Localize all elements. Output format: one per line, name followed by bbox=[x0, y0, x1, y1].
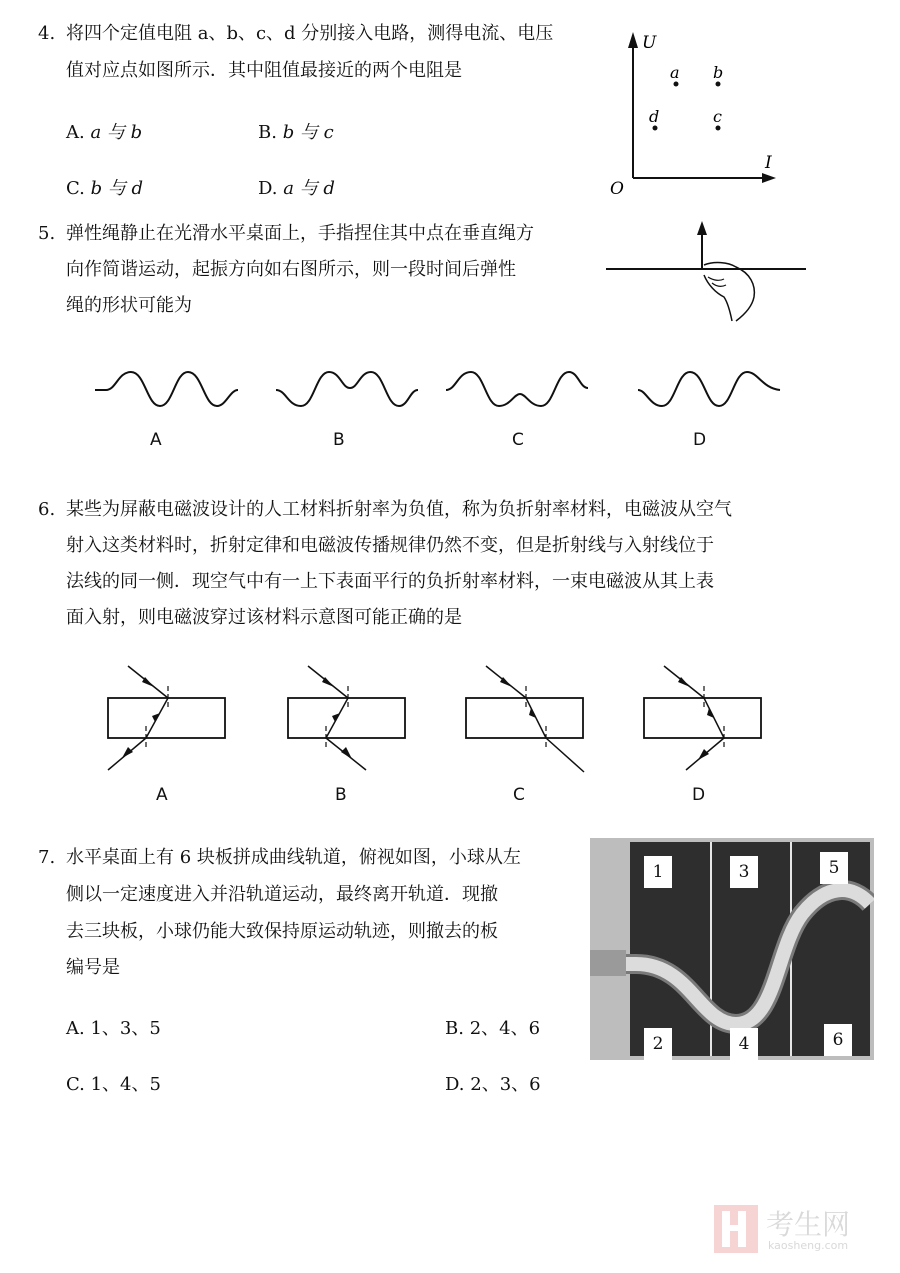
q4-option-c[interactable]: C. b 与 d bbox=[66, 178, 144, 199]
q7-stem-line-2: 侧以一定速度进入并沿轨道运动，最终离开轨道．现撤 bbox=[66, 884, 498, 905]
q6-label-a: A bbox=[156, 785, 168, 805]
board-2: 2 bbox=[644, 1028, 672, 1060]
q6-stem-line-4: 面入射，则电磁波穿过该材料示意图可能正确的是 bbox=[66, 607, 462, 628]
q7-stem-line-3: 去三块板，小球仍能大致保持原运动轨迹，则撤去的板 bbox=[66, 921, 498, 942]
point-a-label: a bbox=[670, 63, 680, 82]
q6-stem-line-3: 法线的同一侧．现空气中有一上下表面平行的负折射率材料，一束电磁波从其上表 bbox=[66, 571, 714, 592]
hand-rope-figure bbox=[604, 215, 810, 325]
watermark-logo-icon bbox=[714, 1205, 758, 1253]
q6-label-b: B bbox=[335, 785, 347, 805]
q4-option-d[interactable]: D. a 与 d bbox=[258, 178, 335, 199]
q6-label-d: D bbox=[692, 785, 706, 805]
point-d bbox=[653, 126, 658, 131]
q7-stem-line-1: 水平桌面上有 6 块板拼成曲线轨道，俯视如图，小球从左 bbox=[66, 847, 521, 868]
q5-wave-options bbox=[90, 360, 800, 420]
q7-option-d[interactable]: D. 2、3、6 bbox=[445, 1074, 541, 1095]
watermark bbox=[714, 1203, 894, 1263]
q4-stem-line-1: 将四个定值电阻 a、b、c、d 分别接入电路，测得电流、电压 bbox=[66, 23, 554, 44]
q6-diagram-c[interactable] bbox=[458, 660, 588, 775]
board-1: 1 bbox=[644, 856, 672, 888]
point-b-label: b bbox=[713, 63, 724, 82]
q6-diagram-b[interactable] bbox=[280, 660, 410, 775]
q5-label-a: A bbox=[150, 430, 162, 450]
track-photo bbox=[590, 838, 874, 1060]
wave-b[interactable] bbox=[276, 372, 418, 406]
board-5: 5 bbox=[820, 852, 848, 884]
q5-number: 5. bbox=[38, 223, 56, 244]
q5-stem-line-1: 弹性绳静止在光滑水平桌面上，手指捏住其中点在垂直绳方 bbox=[66, 223, 534, 244]
board-3: 3 bbox=[730, 856, 758, 888]
axis-i-label: I bbox=[765, 153, 772, 173]
q7-option-c[interactable]: C. 1、4、5 bbox=[66, 1074, 161, 1095]
q6-stem-line-2: 射入这类材料时，折射定律和电磁波传播规律仍然不变，但是折射线与入射线位于 bbox=[66, 535, 714, 556]
q6-number: 6. bbox=[38, 499, 56, 520]
board-6: 6 bbox=[824, 1024, 852, 1056]
q7-stem-line-4: 编号是 bbox=[66, 957, 120, 978]
q6-label-c: C bbox=[513, 785, 525, 805]
point-d-label: d bbox=[649, 107, 660, 126]
board-4: 4 bbox=[730, 1028, 758, 1060]
wave-a[interactable] bbox=[95, 372, 238, 406]
q4-ui-graph bbox=[608, 26, 793, 196]
watermark-name: 考生网 bbox=[766, 1208, 851, 1241]
q4-option-b[interactable]: B. b 与 c bbox=[258, 122, 334, 143]
q4-option-a[interactable]: A. a 与 b bbox=[66, 122, 143, 143]
q7-option-a[interactable]: A. 1、3、5 bbox=[66, 1018, 161, 1039]
q5-label-d: D bbox=[693, 430, 707, 450]
point-c-label: c bbox=[713, 107, 722, 126]
axis-u-label: U bbox=[642, 33, 657, 53]
origin-label: O bbox=[610, 179, 624, 196]
q4-stem-line-2: 值对应点如图所示．其中阻值最接近的两个电阻是 bbox=[66, 60, 462, 81]
q6-diagram-d[interactable] bbox=[636, 660, 766, 775]
watermark-url: kaosheng.com bbox=[768, 1239, 849, 1252]
q5-stem-line-2: 向作简谐运动，起振方向如右图所示，则一段时间后弹性 bbox=[66, 259, 516, 280]
q5-label-c: C bbox=[512, 430, 524, 450]
point-c bbox=[716, 126, 721, 131]
q7-number: 7. bbox=[38, 847, 56, 868]
q7-option-b[interactable]: B. 2、4、6 bbox=[445, 1018, 541, 1039]
wave-d[interactable] bbox=[638, 372, 780, 406]
wave-c[interactable] bbox=[446, 372, 588, 406]
point-b bbox=[716, 82, 721, 87]
q5-stem-line-3: 绳的形状可能为 bbox=[66, 295, 192, 316]
q4-number: 4. bbox=[38, 23, 56, 44]
point-a bbox=[674, 82, 679, 87]
q6-stem-line-1: 某些为屏蔽电磁波设计的人工材料折射率为负值，称为负折射率材料，电磁波从空气 bbox=[66, 499, 732, 520]
q6-diagram-a[interactable] bbox=[100, 660, 230, 775]
q5-label-b: B bbox=[333, 430, 345, 450]
